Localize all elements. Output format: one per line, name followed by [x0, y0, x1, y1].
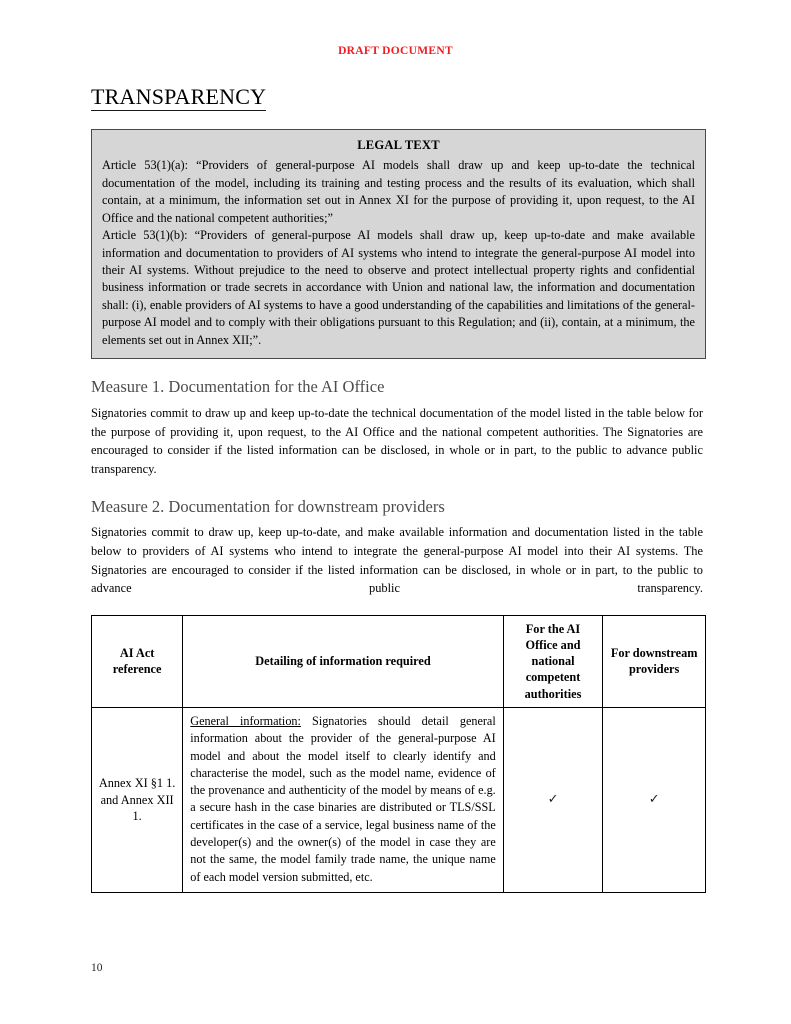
column-header-for-ai-office: For the AI Office and national competent authorities [503, 615, 603, 707]
page-title: TRANSPARENCY [91, 84, 266, 111]
checkmark-icon: ✓ [648, 791, 660, 807]
column-header-ai-act-reference: AI Act reference [92, 615, 183, 707]
cell-detailing-of-information [183, 707, 503, 892]
measure-1-body: Signatories commit to draw up and keep up-to-date the technical documentation of the model listed in the table below for the purpose of providing it, upon request, to the AI Office and the national competent authorities. The Signatories are encouraged to consider if the listed information can be disclosed, in whole or in part, to the public to advance public transparency. [91, 406, 703, 476]
checkmark-icon: ✓ [547, 791, 559, 807]
page-content [91, 84, 703, 893]
measure-2-body: Signatories commit to draw up, keep up-to-date, and make available information and documentation listed in the table below to providers of AI systems who intend to integrate the general-purpose AI model into their AI systems. The Signatories are encouraged to consider if the listed information can be disclosed, in whole or in part, to the public to advance public transparency. [91, 525, 703, 596]
legal-text-paragraph-b: Article 53(1)(b): “Providers of general-purpose AI models shall draw up, keep up-to-date and make available information and documentation to providers of AI systems who intend to integrate the general-purpose AI model into their AI systems. Without prejudice to the need to observe and protect intellectual property rights and confidential business information or trade secrets in accordance with Union and national law, the information and documentation shall: (i), enable providers of AI systems to have a good understanding of the capabilities and limitations of the general-purpose AI model and to comply with their obligations pursuant to this Regulation; and (ii), contain, at a minimum, the elements set out in Annex XII;”. [102, 228, 695, 347]
column-header-for-downstream-providers: For downstream providers [603, 615, 706, 707]
table-row [92, 707, 706, 892]
page-number: 10 [91, 962, 103, 974]
cell-ai-act-reference: Annex XI §1 1. and Annex XII 1. [92, 707, 183, 892]
detail-body-text: Signatories should detail general information about the provider of the general-purpose AI model and about the model itself to clearly identify and characterise the model, such as the model name, evidence of the provenance and authenticity of the model by means of e.g. a secure hash in the case binaries are distributed or TLS/SSL certificates in the case of a service, legal business name of the developer(s) and the owner(s) of the model in case they are not the same, the model family trade name, the unique name of each model version submitted, etc. [190, 713, 496, 884]
legal-text-box [91, 129, 706, 359]
column-header-detailing-of-information: Detailing of information required [183, 615, 503, 707]
detail-lead-in-label: General information: [190, 713, 301, 728]
requirements-table [91, 615, 706, 893]
measure-2-heading: Measure 2. Documentation for downstream providers [91, 496, 445, 516]
legal-text-box-title: LEGAL TEXT [357, 138, 440, 153]
table-header-row [92, 615, 706, 707]
legal-text-paragraph-a: Article 53(1)(a): “Providers of general-purpose AI models shall draw up and keep up-to-date the technical documentation of the model, including its training and testing process and the results of its evaluation, which shall contain, at a minimum, the information set out in Annex XI for the purpose of providing it, upon request, to the AI Office and the national competent authorities;” [102, 158, 695, 225]
measure-1-heading: Measure 1. Documentation for the AI Office [91, 377, 385, 397]
cell-for-ai-office [503, 707, 603, 892]
cell-for-downstream-providers [603, 707, 706, 892]
draft-document-header: DRAFT DOCUMENT [338, 45, 453, 57]
